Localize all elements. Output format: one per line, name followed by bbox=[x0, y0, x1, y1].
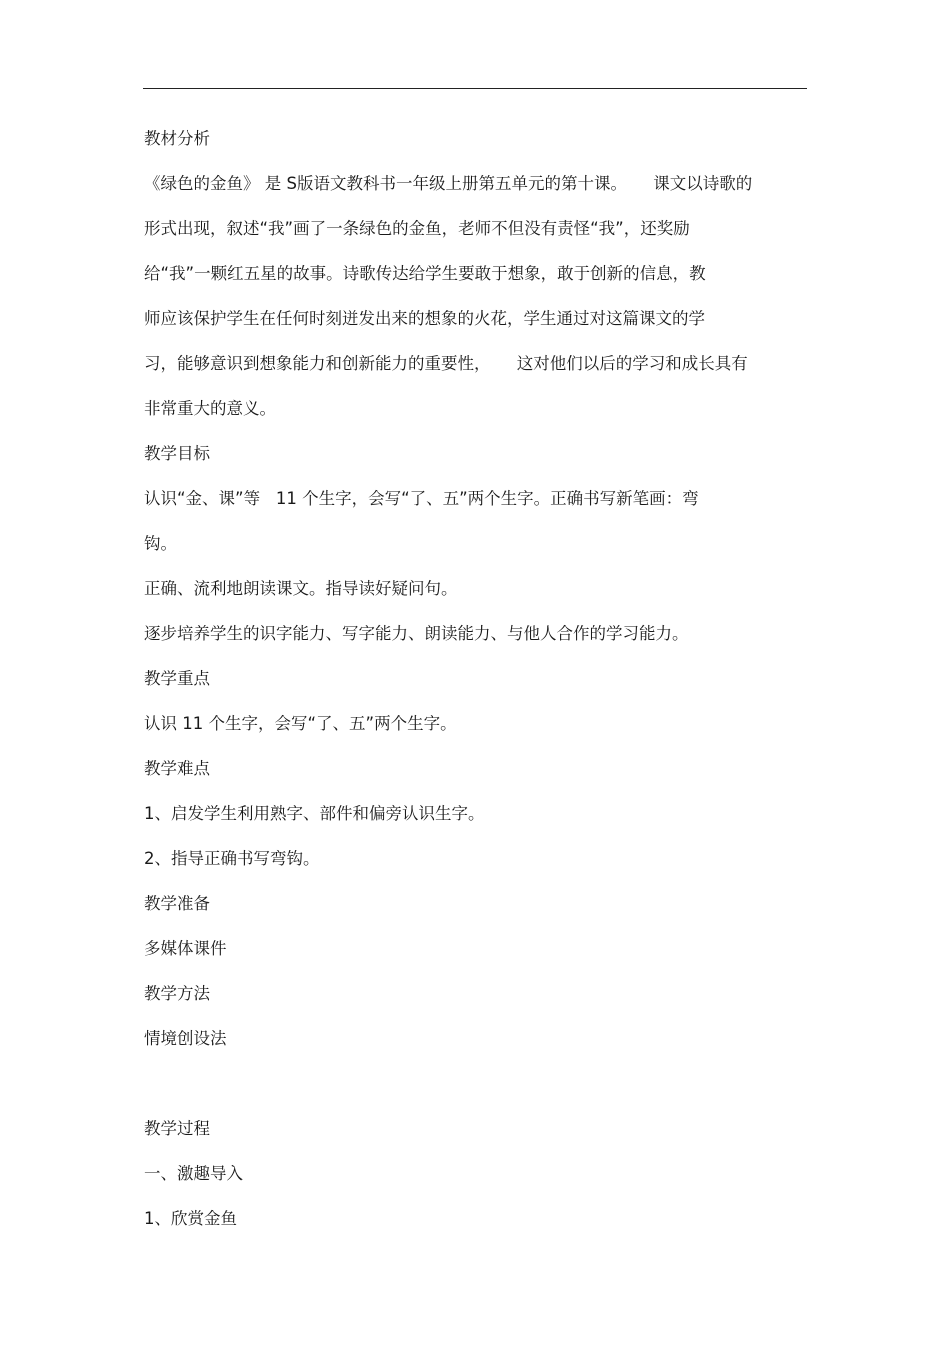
difficulty-item: 2、指导正确书写弯钩。 bbox=[144, 849, 320, 868]
section-heading-material-analysis: 教材分析 bbox=[144, 129, 210, 148]
section-heading-difficulties: 教学难点 bbox=[144, 759, 210, 778]
process-step: 一、激趣导入 bbox=[144, 1164, 243, 1183]
difficulty-item: 1、启发学生利用熟字、部件和偏旁认识生字。 bbox=[144, 804, 485, 823]
section-heading-key-points: 教学重点 bbox=[144, 669, 210, 688]
method-item: 情境创设法 bbox=[144, 1029, 227, 1048]
goal-item: 认识“金、课”等 11 个生字，会写“了、五”两个生字。正确书写新笔画：弯 bbox=[144, 489, 699, 508]
section-heading-methods: 教学方法 bbox=[144, 984, 210, 1003]
paragraph-line: 习，能够意识到想象能力和创新能力的重要性， 这对他们以后的学习和成长具有 bbox=[144, 354, 748, 373]
goal-item: 正确、流利地朗读课文。指导读好疑问句。 bbox=[144, 579, 458, 598]
paragraph-line: 给“我”一颗红五星的故事。诗歌传达给学生要敢于想象，敢于创新的信息，教 bbox=[144, 264, 706, 283]
section-heading-goals: 教学目标 bbox=[144, 444, 210, 463]
goal-item-continued: 钩。 bbox=[144, 534, 177, 553]
header-rule bbox=[143, 88, 807, 89]
preparation-item: 多媒体课件 bbox=[144, 939, 227, 958]
section-heading-preparation: 教学准备 bbox=[144, 894, 210, 913]
section-heading-process: 教学过程 bbox=[144, 1119, 210, 1138]
process-substep: 1、欣赏金鱼 bbox=[144, 1209, 237, 1228]
key-point-item: 认识 11 个生字，会写“了、五”两个生字。 bbox=[144, 714, 457, 733]
paragraph-line: 形式出现，叙述“我”画了一条绿色的金鱼，老师不但没有责怪“我”，还奖励 bbox=[144, 219, 690, 238]
paragraph-line: 师应该保护学生在任何时刻迸发出来的想象的火花，学生通过对这篇课文的学 bbox=[144, 309, 705, 328]
paragraph-line: 《绿色的金鱼》 是 S版语文教科书一年级上册第五单元的第十课。 课文以诗歌的 bbox=[144, 174, 753, 193]
paragraph-line: 非常重大的意义。 bbox=[144, 399, 276, 418]
goal-item: 逐步培养学生的识字能力、写字能力、朗读能力、与他人合作的学习能力。 bbox=[144, 624, 689, 643]
